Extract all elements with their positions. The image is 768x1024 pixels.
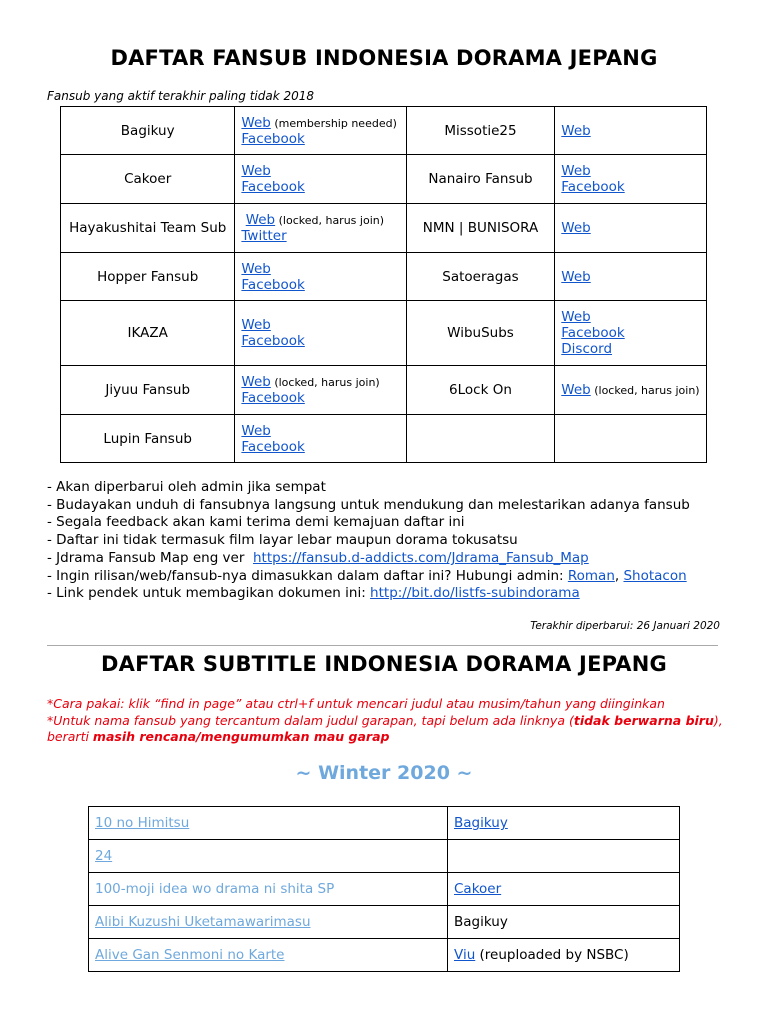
link-line xyxy=(241,261,399,277)
fansub-facebook-link[interactable]: Facebook xyxy=(241,179,305,195)
note-text: - Ingin rilisan/web/fansub-nya dimasukkan dalam daftar ini? Hubungi admin: xyxy=(47,567,568,584)
table-row xyxy=(89,939,680,972)
fansub-web-link[interactable]: Web xyxy=(241,114,271,131)
fansub-row xyxy=(61,366,707,415)
fansub-links xyxy=(235,155,406,204)
drama-title-cell xyxy=(89,873,448,906)
fansub-web-link[interactable]: Web xyxy=(561,163,591,179)
note-text: - Jdrama Fansub Map eng ver xyxy=(47,549,253,566)
fansub-note: (reuploaded by NSBC) xyxy=(475,947,629,963)
fansub-links xyxy=(235,204,406,253)
drama-title[interactable]: Alibi Kuzushi Uketamawarimasu xyxy=(95,914,311,930)
table-row xyxy=(89,807,680,840)
drama-title-cell xyxy=(89,840,448,873)
fansub-name: IKAZA xyxy=(61,301,235,366)
note-separator: , xyxy=(614,567,624,584)
fansub-web-link[interactable]: Web xyxy=(561,122,591,139)
fansub-name: Hopper Fansub xyxy=(61,253,235,301)
instruction-line-3 xyxy=(47,729,389,744)
note-line: - Budayakan unduh di fansubnya langsung untuk mendukung dan melestarikan adanya fansub xyxy=(47,496,690,513)
fansub-name: Satoeragas xyxy=(406,253,555,301)
fansub-name xyxy=(406,415,555,463)
link-line xyxy=(241,115,399,131)
link-line xyxy=(241,179,399,195)
note-line xyxy=(47,585,690,603)
link-line xyxy=(241,333,399,349)
fansub-cell xyxy=(448,906,680,939)
link-line xyxy=(241,390,399,406)
fansub-links xyxy=(235,366,406,415)
fansub-links xyxy=(555,107,707,155)
drama-title[interactable]: 10 no Himitsu xyxy=(95,815,190,831)
link-line xyxy=(561,163,700,179)
fansub-links xyxy=(555,366,707,415)
fansub-facebook-link[interactable]: Facebook xyxy=(241,390,305,406)
link-note: (membership needed) xyxy=(270,116,397,130)
fansub-facebook-link[interactable]: Facebook xyxy=(241,276,305,293)
admin-shotacon-link[interactable]: Shotacon xyxy=(623,567,687,584)
fansub-web-link[interactable]: Web xyxy=(241,422,271,439)
fansub-name: Cakoer xyxy=(61,155,235,204)
drama-title: 100-moji idea wo drama ni shita SP xyxy=(95,881,335,897)
fansub-links xyxy=(555,204,707,253)
fansub-name: Nanairo Fansub xyxy=(406,155,555,204)
fansub-links xyxy=(555,155,707,204)
fansub-web-link[interactable]: Web xyxy=(245,212,276,228)
fansub-web-link[interactable]: Web xyxy=(561,309,591,325)
instruction-line-1: *Cara pakai: klik “find in page” atau ctrl+f untuk mencari judul atau musim/tahun yang diinginkan xyxy=(47,696,665,711)
link-line xyxy=(561,382,700,398)
fansub-links xyxy=(555,415,707,463)
drama-title[interactable]: Alive Gan Senmoni no Karte xyxy=(95,947,285,963)
fansub-web-link[interactable]: Web xyxy=(241,317,271,333)
link-line xyxy=(241,439,399,455)
fansub-facebook-link[interactable]: Facebook xyxy=(241,130,305,147)
fansub-links xyxy=(235,301,406,366)
fansub-facebook-link[interactable]: Facebook xyxy=(561,179,625,195)
link-line xyxy=(241,228,399,244)
drama-title[interactable]: 24 xyxy=(95,848,113,864)
instruction-text: ), xyxy=(713,713,723,728)
fansub-name: Bagikuy xyxy=(454,914,508,930)
drama-title-cell xyxy=(89,906,448,939)
link-line xyxy=(241,163,399,179)
fansub-row xyxy=(61,415,707,463)
note-line xyxy=(47,550,690,568)
fansub-web-link[interactable]: Web xyxy=(241,374,271,390)
link-note: (locked, harus join) xyxy=(270,376,380,389)
notes-list xyxy=(47,479,690,603)
fansub-table xyxy=(60,106,707,463)
fansub-name: Jiyuu Fansub xyxy=(61,366,235,415)
admin-roman-link[interactable]: Roman xyxy=(567,567,615,584)
fansub-name[interactable]: Bagikuy xyxy=(454,815,508,831)
fansub-links xyxy=(555,253,707,301)
drama-title-cell xyxy=(89,807,448,840)
fansub-row xyxy=(61,204,707,253)
link-line xyxy=(561,220,700,236)
note-line: - Akan diperbarui oleh admin jika sempat xyxy=(47,479,326,495)
fansub-list-subtitle: Fansub yang aktif terakhir paling tidak 2018 xyxy=(47,89,315,103)
fansub-row xyxy=(61,301,707,366)
fansub-links xyxy=(555,301,707,366)
link-line xyxy=(241,131,399,147)
fansub-cell xyxy=(448,873,680,906)
subtitle-table xyxy=(88,806,680,972)
table-row xyxy=(89,840,680,873)
fansub-name: WibuSubs xyxy=(406,301,555,366)
fansub-name: Missotie25 xyxy=(406,107,555,155)
link-line xyxy=(241,277,399,293)
last-updated-text: Terakhir diperbarui: 26 Januari 2020 xyxy=(530,620,720,632)
fansub-discord-link[interactable]: Discord xyxy=(561,341,613,357)
link-line xyxy=(561,325,700,341)
fansub-web-link[interactable]: Web xyxy=(561,382,591,398)
fansub-links xyxy=(235,107,406,155)
fansub-name: 6Lock On xyxy=(406,366,555,415)
fansub-name: Bagikuy xyxy=(61,107,235,155)
fansub-row xyxy=(61,155,707,204)
link-line xyxy=(561,309,700,325)
instruction-line-2 xyxy=(47,713,723,728)
link-line xyxy=(561,123,700,139)
fansub-web-link[interactable]: Web xyxy=(561,220,591,236)
link-line xyxy=(241,317,399,333)
section-title: DAFTAR SUBTITLE INDONESIA DORAMA JEPANG xyxy=(101,652,667,676)
link-line xyxy=(561,269,700,285)
fansub-name[interactable]: Cakoer xyxy=(454,881,502,897)
link-line xyxy=(241,423,399,439)
drama-title-cell xyxy=(89,939,448,972)
fansub-name[interactable]: Viu xyxy=(454,947,476,963)
fansub-links xyxy=(235,415,406,463)
page-title: DAFTAR FANSUB INDONESIA DORAMA JEPANG xyxy=(110,46,658,70)
fansub-row xyxy=(61,253,707,301)
fansub-facebook-link[interactable]: Facebook xyxy=(561,325,625,341)
instruction-text: *Untuk nama fansub yang tercantum dalam judul garapan, tapi belum ada linknya ( xyxy=(47,713,574,728)
table-row xyxy=(89,906,680,939)
link-note: (locked, harus join) xyxy=(275,214,385,227)
instruction-emphasis: tidak berwarna biru xyxy=(573,713,714,728)
fansub-name: NMN | BUNISORA xyxy=(406,204,555,253)
fansub-web-link[interactable]: Web xyxy=(241,260,271,277)
fansub-row xyxy=(61,107,707,155)
fansub-facebook-link[interactable]: Facebook xyxy=(241,333,305,349)
fansub-cell xyxy=(448,939,680,972)
fansub-facebook-link[interactable]: Facebook xyxy=(241,438,305,455)
instruction-emphasis: masih rencana/mengumumkan mau garap xyxy=(92,729,390,744)
fansub-name: Hayakushitai Team Sub xyxy=(61,204,235,253)
section-divider xyxy=(47,645,718,646)
note-text: - Link pendek untuk membagikan dokumen ini: xyxy=(47,585,371,602)
fansub-name: Lupin Fansub xyxy=(61,415,235,463)
link-line xyxy=(241,212,399,228)
fansub-cell xyxy=(448,840,680,873)
note-line: - Daftar ini tidak termasuk film layar lebar maupun dorama tokusatsu xyxy=(47,532,518,549)
note-line xyxy=(47,568,690,586)
season-heading: ~ Winter 2020 ~ xyxy=(295,762,473,784)
short-link[interactable]: http://bit.do/listfs-subindorama xyxy=(370,585,580,602)
note-line: - Segala feedback akan kami terima demi kemajuan daftar ini xyxy=(47,514,465,531)
fansub-map-link[interactable]: https://fansub.d-addicts.com/Jdrama_Fansub_Map xyxy=(253,549,589,566)
fansub-cell xyxy=(448,807,680,840)
fansub-links xyxy=(235,253,406,301)
fansub-web-link[interactable]: Web xyxy=(561,268,591,285)
link-line xyxy=(561,179,700,195)
table-row xyxy=(89,873,680,906)
instruction-text: berarti xyxy=(47,729,93,744)
link-note: (locked, harus join) xyxy=(590,384,700,397)
fansub-twitter-link[interactable]: Twitter xyxy=(241,228,287,244)
fansub-web-link[interactable]: Web xyxy=(241,163,271,179)
link-line xyxy=(561,341,700,357)
link-line xyxy=(241,374,399,390)
